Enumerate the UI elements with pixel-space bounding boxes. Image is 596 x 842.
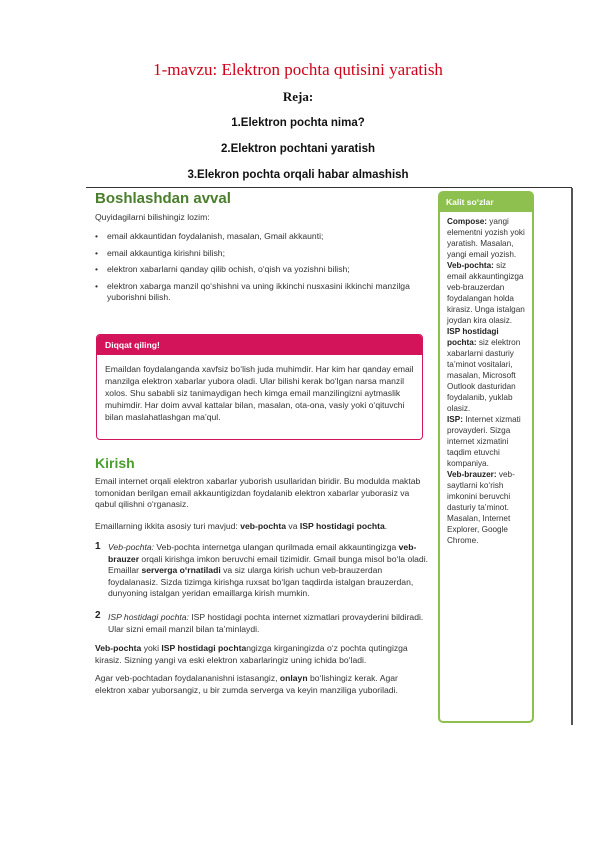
section-heading-intro: Kirish: [95, 455, 135, 471]
warning-title: Diqqat qiling!: [97, 335, 422, 355]
prerequisite-list: [95, 231, 427, 309]
keyword-entry: ISP: Internet xizmati provayderi. Sizga internet xizmatini taqdim etuvchi kompaniya.: [447, 415, 521, 468]
plan-item-2: 2.Elektron pochtani yaratish: [220, 143, 375, 155]
item-number-2: 2: [95, 610, 101, 621]
plan-item-1: 1.Elektron pochta nima?: [231, 117, 365, 129]
keyword-entry: Compose: yangi elementni yozish yoki yaratish. Masalan, yangi email yozish.: [447, 217, 525, 259]
keyword-entry: Veb-pochta: siz email akkauntingizga veb-brauzerdan foydalangan holda kirasiz. Unga istalgan joydan kira olasiz.: [447, 261, 525, 325]
plan-heading: Reja:: [282, 89, 314, 104]
list-item: • email akkauntidan foydalanish, masalan, Gmail akkaunti;: [95, 231, 427, 243]
list-item: • email akkauntiga kirishni bilish;: [95, 248, 427, 260]
scan-edge: [571, 188, 573, 725]
paragraph-3: Veb-pochta yoki ISP hostidagi pochtangizga kirganingizda o‘z pochta qutingizga kirasiz. Sizning yangi va eski elektron xabarlaringiz uning ichida bo‘ladi.: [95, 643, 408, 665]
list-item: • elektron xabarga manzil qo‘shishni va uning ikkinchi nusxasini ikkinchi manzilga yuborishni bilish.: [95, 281, 427, 304]
intro-paragraph-1: Email internet orqali elektron xabarlar yuborish usullaridan biridir. Bu modulda maktab tomonidan berilgan email akkauntigizdan foydalanib elektron xabarlar yuborasiz va qabul qilishni o‘rganasiz.: [95, 476, 421, 509]
item-number-1: 1: [95, 541, 101, 552]
item-text-2: ISP hostidagi pochta: ISP hostidagi pochta internet xizmatlari provayderini bildiradi. Ular sizni email manzil bilan ta’minlaydi.: [108, 612, 424, 634]
keywords-list: [440, 212, 532, 546]
section-heading-before-start: Boshlashdan avval: [95, 190, 231, 207]
warning-box: [96, 334, 423, 440]
keywords-title: Kalit so‘zlar: [440, 193, 532, 212]
keyword-entry: ISP hostidagi pochta: siz elektron xabarlarni dasturiy ta’minot vositalari, masalan, Microsoft Outlook dasturidan foydalanib, yuklab olasiz.: [447, 327, 521, 413]
list-item: • elektron xabarlarni qanday qilib ochish, o‘qish va yozishni bilish;: [95, 264, 427, 276]
page-title: 1-mavzu: Elektron pochta qutisini yaratish: [153, 60, 443, 79]
keywords-sidebar: [438, 191, 534, 723]
keyword-entry: Veb-brauzer: veb-saytlarni ko‘rish imkonini beruvchi dasturiy ta’minot. Masalan, Internet Explorer, Google Chrome.: [447, 470, 515, 545]
paragraph-4: Agar veb-pochtadan foydalananishni istasangiz, onlayn bo‘lishingiz kerak. Agar elektron xabar yuborsangiz, u bir zumda serverga va keyin manziliga yuboriladi.: [95, 673, 398, 695]
item-text-1: Veb-pochta: Veb-pochta internetga ulangan qurilmada email akkauntingizga veb-brauzer orqali kirishga imkon beruvchi email tizimidir. Gmail bunga misol bo‘la oladi. Emaillar serverga o‘rnatiladi va siz ularga kirish uchun veb-brauzerdan foydalanasiz. Sizda tizimga kirishga ruxsat bo‘lgan taqdirda istalgan brauzerdan, dunyoning istalgan yeridan emaillarga kirish mumkin.: [108, 542, 429, 598]
plan-item-3: 3.Elekron pochta orqali habar almashish: [187, 169, 409, 181]
intro-text: Quyidagilarni bilishingiz lozim:: [95, 212, 210, 222]
intro-paragraph-2: Emaillarning ikkita asosiy turi mavjud: veb-pochta va ISP hostidagi pochta.: [95, 521, 388, 531]
warning-text: Emaildan foydalanganda xavfsiz bo‘lish juda muhimdir. Har kim har qanday email manzilga elektron xabarlar yubora oladi. Ular bilishi kerak bo‘lgan narsa manzil xolos. Shu sababli siz tanimaydigan hech kimga email manzilingizni aytmaslik muhimdir. Har doim avval kattalar bilan, masalan, ota-ona, vasiy yoki o‘qituvchi bilan maslahatlashgan ma’qul.: [105, 364, 414, 422]
